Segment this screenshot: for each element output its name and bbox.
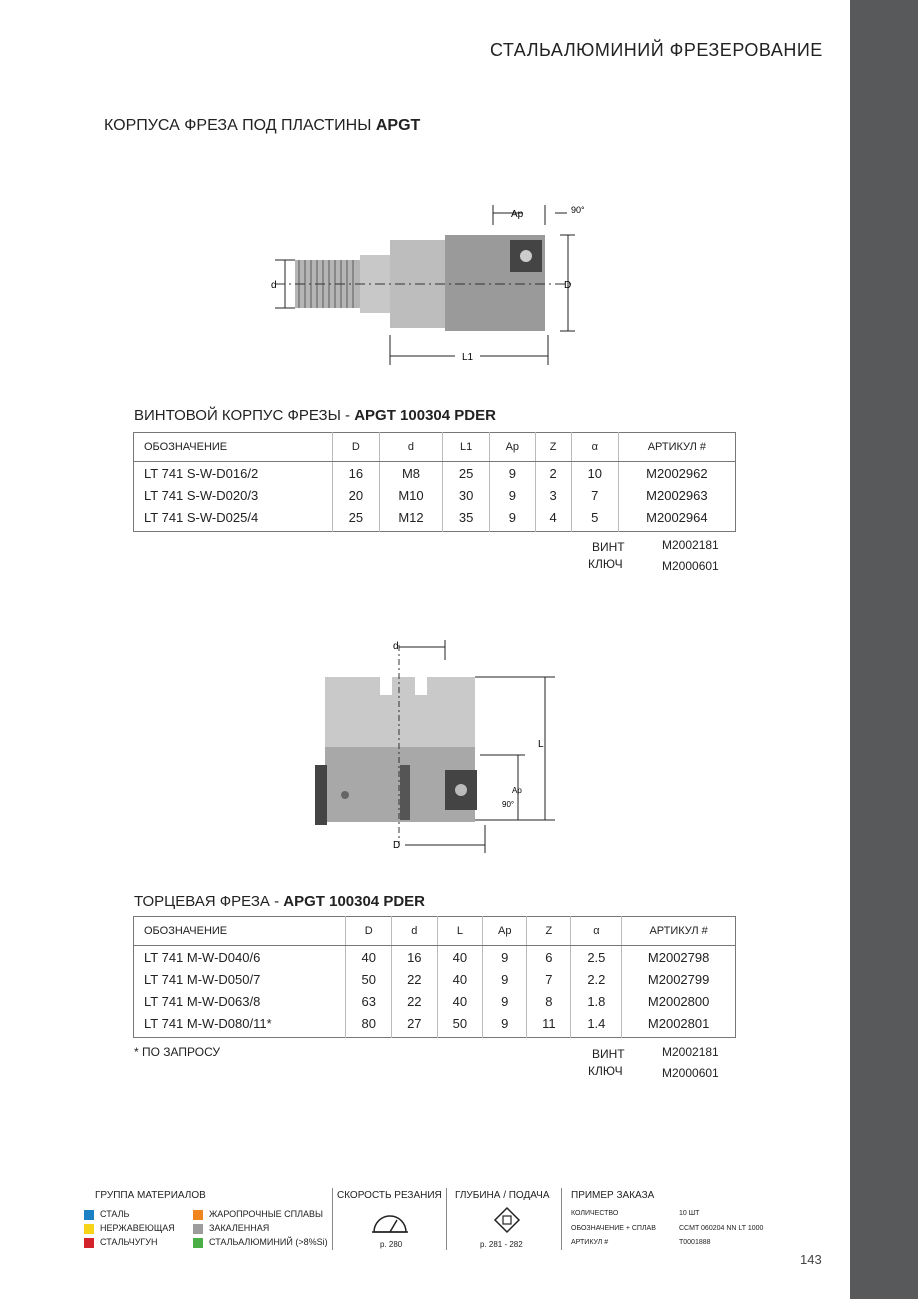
screw-label: ВИНТ xyxy=(592,540,625,554)
col-header: ОБОЗНАЧЕНИЕ xyxy=(134,433,333,462)
legend-label: СТАЛЬАЛЮМИНИЙ (>8%Si) xyxy=(209,1237,328,1247)
screw-label: ВИНТ xyxy=(592,1047,625,1061)
cell: LT 741 S-W-D025/4 xyxy=(134,506,333,532)
cell: LT 741 M-W-D080/11* xyxy=(134,1012,346,1038)
cell: 4 xyxy=(535,506,571,532)
order-value: 10 ШТ xyxy=(679,1210,700,1217)
label-D: D xyxy=(564,280,572,291)
swatch xyxy=(84,1210,94,1220)
legend-item-castiron xyxy=(84,1237,158,1248)
cell: M2002963 xyxy=(646,487,708,503)
cell: M2002801 xyxy=(647,1015,710,1031)
legend-label: ЖАРОПРОЧНЫЕ СПЛАВЫ xyxy=(209,1209,324,1219)
cell: 5 xyxy=(571,506,618,532)
col-header: L xyxy=(437,917,483,946)
cell: 22 xyxy=(392,990,438,1012)
section2-title-text: ТОРЦЕВАЯ ФРЕЗА - xyxy=(134,893,284,910)
cell: M10 xyxy=(379,484,442,506)
cell: 2.5 xyxy=(571,946,622,969)
cell: M2002798 xyxy=(647,949,710,965)
cell: 63 xyxy=(346,990,392,1012)
depth-title: ГЛУБИНА / ПОДАЧА xyxy=(455,1190,550,1201)
cell: 9 xyxy=(490,506,536,532)
side-bar xyxy=(850,0,918,1299)
cell: 9 xyxy=(483,968,527,990)
cell: M8 xyxy=(379,462,442,485)
label-ap: Ap xyxy=(512,786,522,795)
cell: M12 xyxy=(379,506,442,532)
cell: 7 xyxy=(571,484,618,506)
cell: M2002799 xyxy=(647,971,710,987)
section1-title-bold: APGT 100304 PDER xyxy=(354,407,496,424)
table-row xyxy=(134,462,736,485)
label-L1: L1 xyxy=(462,352,474,363)
col-header: α xyxy=(571,917,622,946)
cell: 40 xyxy=(437,990,483,1012)
col-header: Ap xyxy=(483,917,527,946)
cell: 30 xyxy=(443,484,490,506)
section2-title-bold: APGT 100304 PDER xyxy=(283,893,425,910)
order-key: АРТИКУЛ # xyxy=(571,1239,609,1246)
cell: 40 xyxy=(346,946,392,969)
cell: 9 xyxy=(483,946,527,969)
label-ap: Ap xyxy=(511,209,524,220)
swatch xyxy=(193,1210,203,1220)
label-angle: 90° xyxy=(502,800,515,809)
cell: LT 741 M-W-D050/7 xyxy=(134,968,346,990)
key-code: M2000601 xyxy=(662,1066,719,1080)
col-header: Z xyxy=(535,433,571,462)
spec-table-screw xyxy=(133,432,736,532)
swatch xyxy=(193,1238,203,1248)
depth-feed-icon xyxy=(493,1206,521,1236)
cell: 80 xyxy=(346,1012,392,1038)
divider xyxy=(561,1188,562,1250)
table-header-row xyxy=(134,917,736,946)
order-value: T0001888 xyxy=(679,1239,711,1246)
speed-page: p. 280 xyxy=(380,1240,403,1249)
label-d: d xyxy=(271,280,277,291)
col-header: d xyxy=(392,917,438,946)
label-d: d xyxy=(393,641,399,652)
depth-page: p. 281 - 282 xyxy=(480,1240,523,1249)
table-row xyxy=(134,1012,736,1038)
cell: 27 xyxy=(392,1012,438,1038)
spec-table-face xyxy=(133,916,736,1038)
cell: 3 xyxy=(535,484,571,506)
cell: 50 xyxy=(437,1012,483,1038)
divider xyxy=(332,1188,333,1250)
insert-screw-icon xyxy=(520,250,532,262)
cell: 25 xyxy=(443,462,490,485)
order-key: ОБОЗНАЧЕНИЕ + СПЛАВ xyxy=(571,1225,656,1232)
cell: M2002962 xyxy=(646,465,708,481)
legend-item-aluminium xyxy=(193,1237,328,1248)
cell: 2.2 xyxy=(571,968,622,990)
cell: 20 xyxy=(332,484,379,506)
table-row xyxy=(134,990,736,1012)
swatch xyxy=(193,1224,203,1234)
legend-label: СТАЛЬ xyxy=(100,1209,130,1219)
order-value: CCMT 060204 NN LT 1000 xyxy=(679,1225,764,1232)
cell: LT 741 S-W-D016/2 xyxy=(134,462,333,485)
label-L: L xyxy=(538,739,544,750)
col-header: Ap xyxy=(490,433,536,462)
materials-title: ГРУППА МАТЕРИАЛОВ xyxy=(95,1190,206,1201)
cell: 16 xyxy=(332,462,379,485)
order-key: КОЛИЧЕСТВО xyxy=(571,1210,619,1217)
cell: 9 xyxy=(483,990,527,1012)
subtitle-bold: APGT xyxy=(375,117,421,134)
subtitle-text: КОРПУСА ФРЕЗА ПОД ПЛАСТИНЫ xyxy=(104,117,372,134)
table-row xyxy=(134,946,736,969)
divider xyxy=(446,1188,447,1250)
legend-item-steel xyxy=(84,1209,129,1220)
cell: 9 xyxy=(483,1012,527,1038)
cell: 25 xyxy=(332,506,379,532)
cell: 35 xyxy=(443,506,490,532)
legend-label: ЗАКАЛЕННАЯ xyxy=(209,1223,270,1233)
mill-body-top xyxy=(325,677,475,747)
col-header: ОБОЗНАЧЕНИЕ xyxy=(134,917,346,946)
cell: 8 xyxy=(527,990,571,1012)
order-title: ПРИМЕР ЗАКАЗА xyxy=(571,1190,655,1201)
screw-code: M2002181 xyxy=(662,538,719,552)
cell: 40 xyxy=(437,968,483,990)
key-label: КЛЮЧ xyxy=(588,557,623,571)
cell: 2 xyxy=(535,462,571,485)
col-header: АРТИКУЛ # xyxy=(618,433,735,462)
page-subtitle xyxy=(104,117,420,135)
legend-label: НЕРЖАВЕЮЩАЯ xyxy=(100,1223,175,1233)
cell: 9 xyxy=(490,484,536,506)
table-row xyxy=(134,484,736,506)
legend-item-hardened xyxy=(193,1223,269,1234)
key-label: КЛЮЧ xyxy=(588,1064,623,1078)
section1-title-text: ВИНТОВОЙ КОРПУС ФРЕЗЫ - xyxy=(134,407,355,424)
speed-title: СКОРОСТЬ РЕЗАНИЯ xyxy=(337,1190,442,1201)
cell: M2002800 xyxy=(647,993,710,1009)
cell: 11 xyxy=(527,1012,571,1038)
cell: LT 741 M-W-D040/6 xyxy=(134,946,346,969)
screw-cutter-drawing xyxy=(255,195,595,375)
cell: 22 xyxy=(392,968,438,990)
col-header: АРТИКУЛ # xyxy=(622,917,736,946)
on-request-note: * ПО ЗАПРОСУ xyxy=(134,1045,221,1059)
label-D: D xyxy=(393,840,401,851)
cell: 1.4 xyxy=(571,1012,622,1038)
cell: LT 741 S-W-D020/3 xyxy=(134,484,333,506)
label-angle: 90° xyxy=(571,205,585,215)
col-header: D xyxy=(346,917,392,946)
page-header: СТАЛЬАЛЮМИНИЙ ФРЕЗЕРОВАНИЕ xyxy=(490,40,823,60)
col-header: d xyxy=(379,433,442,462)
page-number: 143 xyxy=(800,1252,822,1267)
col-header: α xyxy=(571,433,618,462)
legend-label: СТАЛЬЧУГУН xyxy=(100,1237,158,1247)
swatch xyxy=(84,1224,94,1234)
cell: 50 xyxy=(346,968,392,990)
screw-code: M2002181 xyxy=(662,1045,719,1059)
table-header-row xyxy=(134,433,736,462)
cell: 6 xyxy=(527,946,571,969)
col-header: L1 xyxy=(443,433,490,462)
cell: M2002964 xyxy=(646,509,708,525)
speed-icon xyxy=(370,1208,410,1236)
cell: 40 xyxy=(437,946,483,969)
key-code: M2000601 xyxy=(662,559,719,573)
table-row xyxy=(134,506,736,532)
cell: 1.8 xyxy=(571,990,622,1012)
section2-title xyxy=(134,893,425,910)
section1-title xyxy=(134,407,496,424)
col-header: D xyxy=(332,433,379,462)
cell: 10 xyxy=(571,462,618,485)
cell: 7 xyxy=(527,968,571,990)
insert-screw-icon xyxy=(455,784,467,796)
table-row xyxy=(134,968,736,990)
swatch xyxy=(84,1238,94,1248)
col-header: Z xyxy=(527,917,571,946)
cell: 9 xyxy=(490,462,536,485)
legend-item-stainless xyxy=(84,1223,175,1234)
cell: LT 741 M-W-D063/8 xyxy=(134,990,346,1012)
legend-item-heat xyxy=(193,1209,323,1220)
face-mill-drawing xyxy=(300,635,570,860)
cell: 16 xyxy=(392,946,438,969)
